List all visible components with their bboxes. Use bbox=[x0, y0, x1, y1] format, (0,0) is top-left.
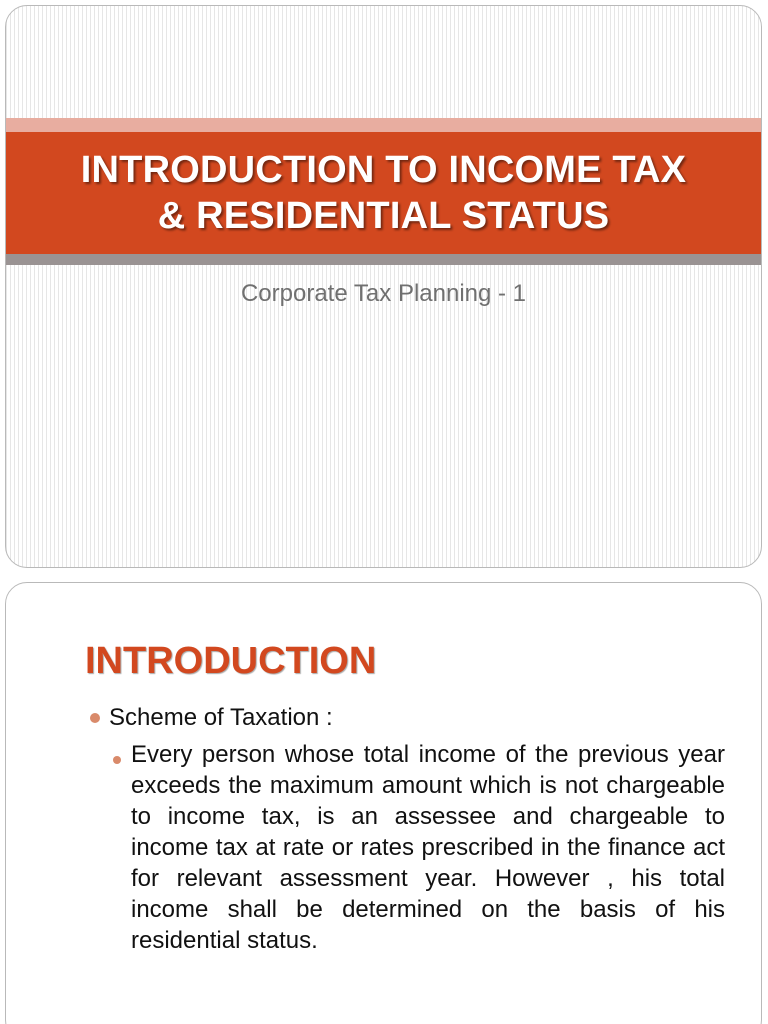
bullet-level1-text: Scheme of Taxation : bbox=[109, 704, 333, 731]
title-band-bottom-stripe bbox=[6, 254, 761, 265]
title-band bbox=[6, 132, 761, 254]
bullet-dot-icon bbox=[113, 756, 121, 764]
slide-subtitle: Corporate Tax Planning - 1 bbox=[240, 280, 527, 307]
content-heading: INTRODUCTION bbox=[85, 640, 377, 682]
bullet-level1 bbox=[90, 703, 333, 733]
bullet-level2-text: Every person whose total income of the previous year exceeds the maximum amount which is not chargeable to income tax, is an assessee and chargeable to income tax at rate or rates prescribed in the finance act for relevant assessment year. However , his total income shall be determined on the basis of his residential status. bbox=[131, 741, 725, 954]
title-slide bbox=[5, 5, 762, 568]
bullet-dot-icon bbox=[90, 713, 100, 723]
slide-title-line2: & RESIDENTIAL STATUS bbox=[157, 195, 610, 237]
slide-title bbox=[81, 147, 686, 239]
bullet-level2 bbox=[113, 739, 725, 956]
title-band-top-stripe bbox=[6, 118, 761, 132]
slide-title-line1: INTRODUCTION TO INCOME TAX bbox=[80, 149, 687, 191]
bullet-level2-marker bbox=[113, 739, 131, 769]
content-slide bbox=[5, 582, 762, 1024]
